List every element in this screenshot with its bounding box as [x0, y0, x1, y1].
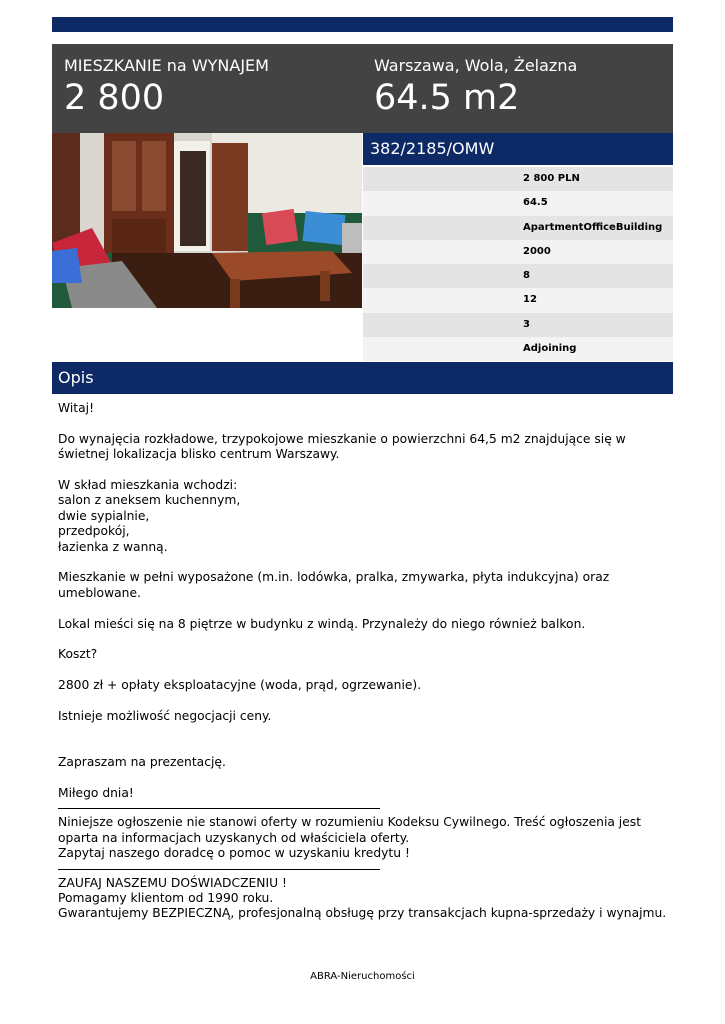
area: 64.5 m2: [374, 78, 520, 118]
desc-room-2: dwie sypialnie,: [58, 508, 150, 523]
desc-trust: ZAUFAJ NASZEMU DOŚWIADCZENIU !: [58, 875, 287, 890]
price: 2 800: [64, 78, 165, 118]
apartment-photo: [52, 133, 362, 308]
desc-greeting: Witaj!: [58, 401, 95, 415]
detail-row-rooms: [363, 313, 673, 337]
desc-bye: Miłego dnia!: [58, 786, 134, 800]
desc-intro-2: świetnej lokalizacja blisko centrum Warszawy.: [58, 447, 340, 462]
header-left: [64, 56, 269, 120]
desc-guarantee: Gwarantujemy BEZPIECZNĄ, profesjonalną obsługę przy transakcjach kupna-sprzedaży i wynajmu.: [58, 906, 667, 921]
location: Warszawa, Wola, Żelazna: [374, 56, 578, 75]
desc-invite: Zapraszam na prezentację.: [58, 755, 226, 770]
desc-room-4: łazienka z wanną.: [58, 539, 168, 554]
desc-equip-2: umeblowane.: [58, 585, 141, 600]
footer-agency: ABRA-Nieruchomości: [310, 971, 415, 982]
desc-since: Pomagamy klientom od 1990 roku.: [58, 891, 274, 906]
details-table: [363, 167, 673, 361]
detail-row-kitchen: [363, 337, 673, 361]
detail-value: 8: [523, 270, 530, 282]
detail-value: 3: [523, 318, 530, 330]
detail-row-floors-total: [363, 288, 673, 312]
top-accent-bar: [52, 17, 673, 32]
desc-rooms-title: W skład mieszkania wchodzi:: [58, 478, 238, 492]
desc-disclaimer-1: Niniejsze ogłoszenie nie stanowi oferty w rozumieniu Kodeksu Cywilnego. Treść ogłoszenia jest: [58, 815, 642, 830]
desc-floor: Lokal mieści się na 8 piętrze w budynku z windą. Przynależy do niego również balkon.: [58, 616, 586, 631]
desc-cost-question: Koszt?: [58, 647, 98, 662]
detail-value: Adjoining: [523, 343, 577, 355]
listing-header: [52, 44, 673, 133]
offer-type: MIESZKANIE na WYNAJEM: [64, 56, 269, 75]
separator-line: [58, 869, 380, 870]
detail-row-price: [363, 167, 673, 191]
description-heading: Opis: [52, 362, 673, 394]
desc-room-3: przedpokój,: [58, 524, 130, 539]
detail-value: 64.5: [523, 197, 548, 209]
apartment-photo-illustration: [52, 133, 362, 308]
desc-room-1: salon z aneksem kuchennym,: [58, 493, 241, 508]
separator-line: [58, 808, 380, 809]
desc-credit: Zapytaj naszego doradcę o pomoc w uzyskaniu kredytu !: [58, 846, 410, 861]
detail-row-floor: [363, 264, 673, 288]
detail-value: 2 800 PLN: [523, 173, 580, 184]
description-body: [58, 401, 668, 922]
desc-intro-1: Do wynajęcia rozkładowe, trzypokojowe mieszkanie o powierzchni 64,5 m2 znajdujące się w: [58, 431, 626, 446]
desc-cost: 2800 zł + opłaty eksploatacyjne (woda, prąd, ogrzewanie).: [58, 678, 422, 693]
header-right: [374, 56, 577, 120]
detail-row-area: [363, 191, 673, 215]
detail-row-year: [363, 240, 673, 264]
detail-value: ApartmentOfficeBuilding: [523, 221, 663, 233]
reference-number: 382/2185/OMW: [363, 133, 673, 165]
desc-disclaimer-2: oparta na informacjach uzyskanych od właściciela oferty.: [58, 830, 410, 845]
detail-value: 2000: [523, 245, 551, 257]
desc-negotiation: Istnieje możliwość negocjacji ceny.: [58, 709, 272, 724]
detail-row-building-type: [363, 216, 673, 240]
detail-value: 12: [523, 294, 537, 306]
desc-equip-1: Mieszkanie w pełni wyposażone (m.in. lodówka, pralka, zmywarka, płyta indukcyjna) oraz: [58, 570, 610, 585]
